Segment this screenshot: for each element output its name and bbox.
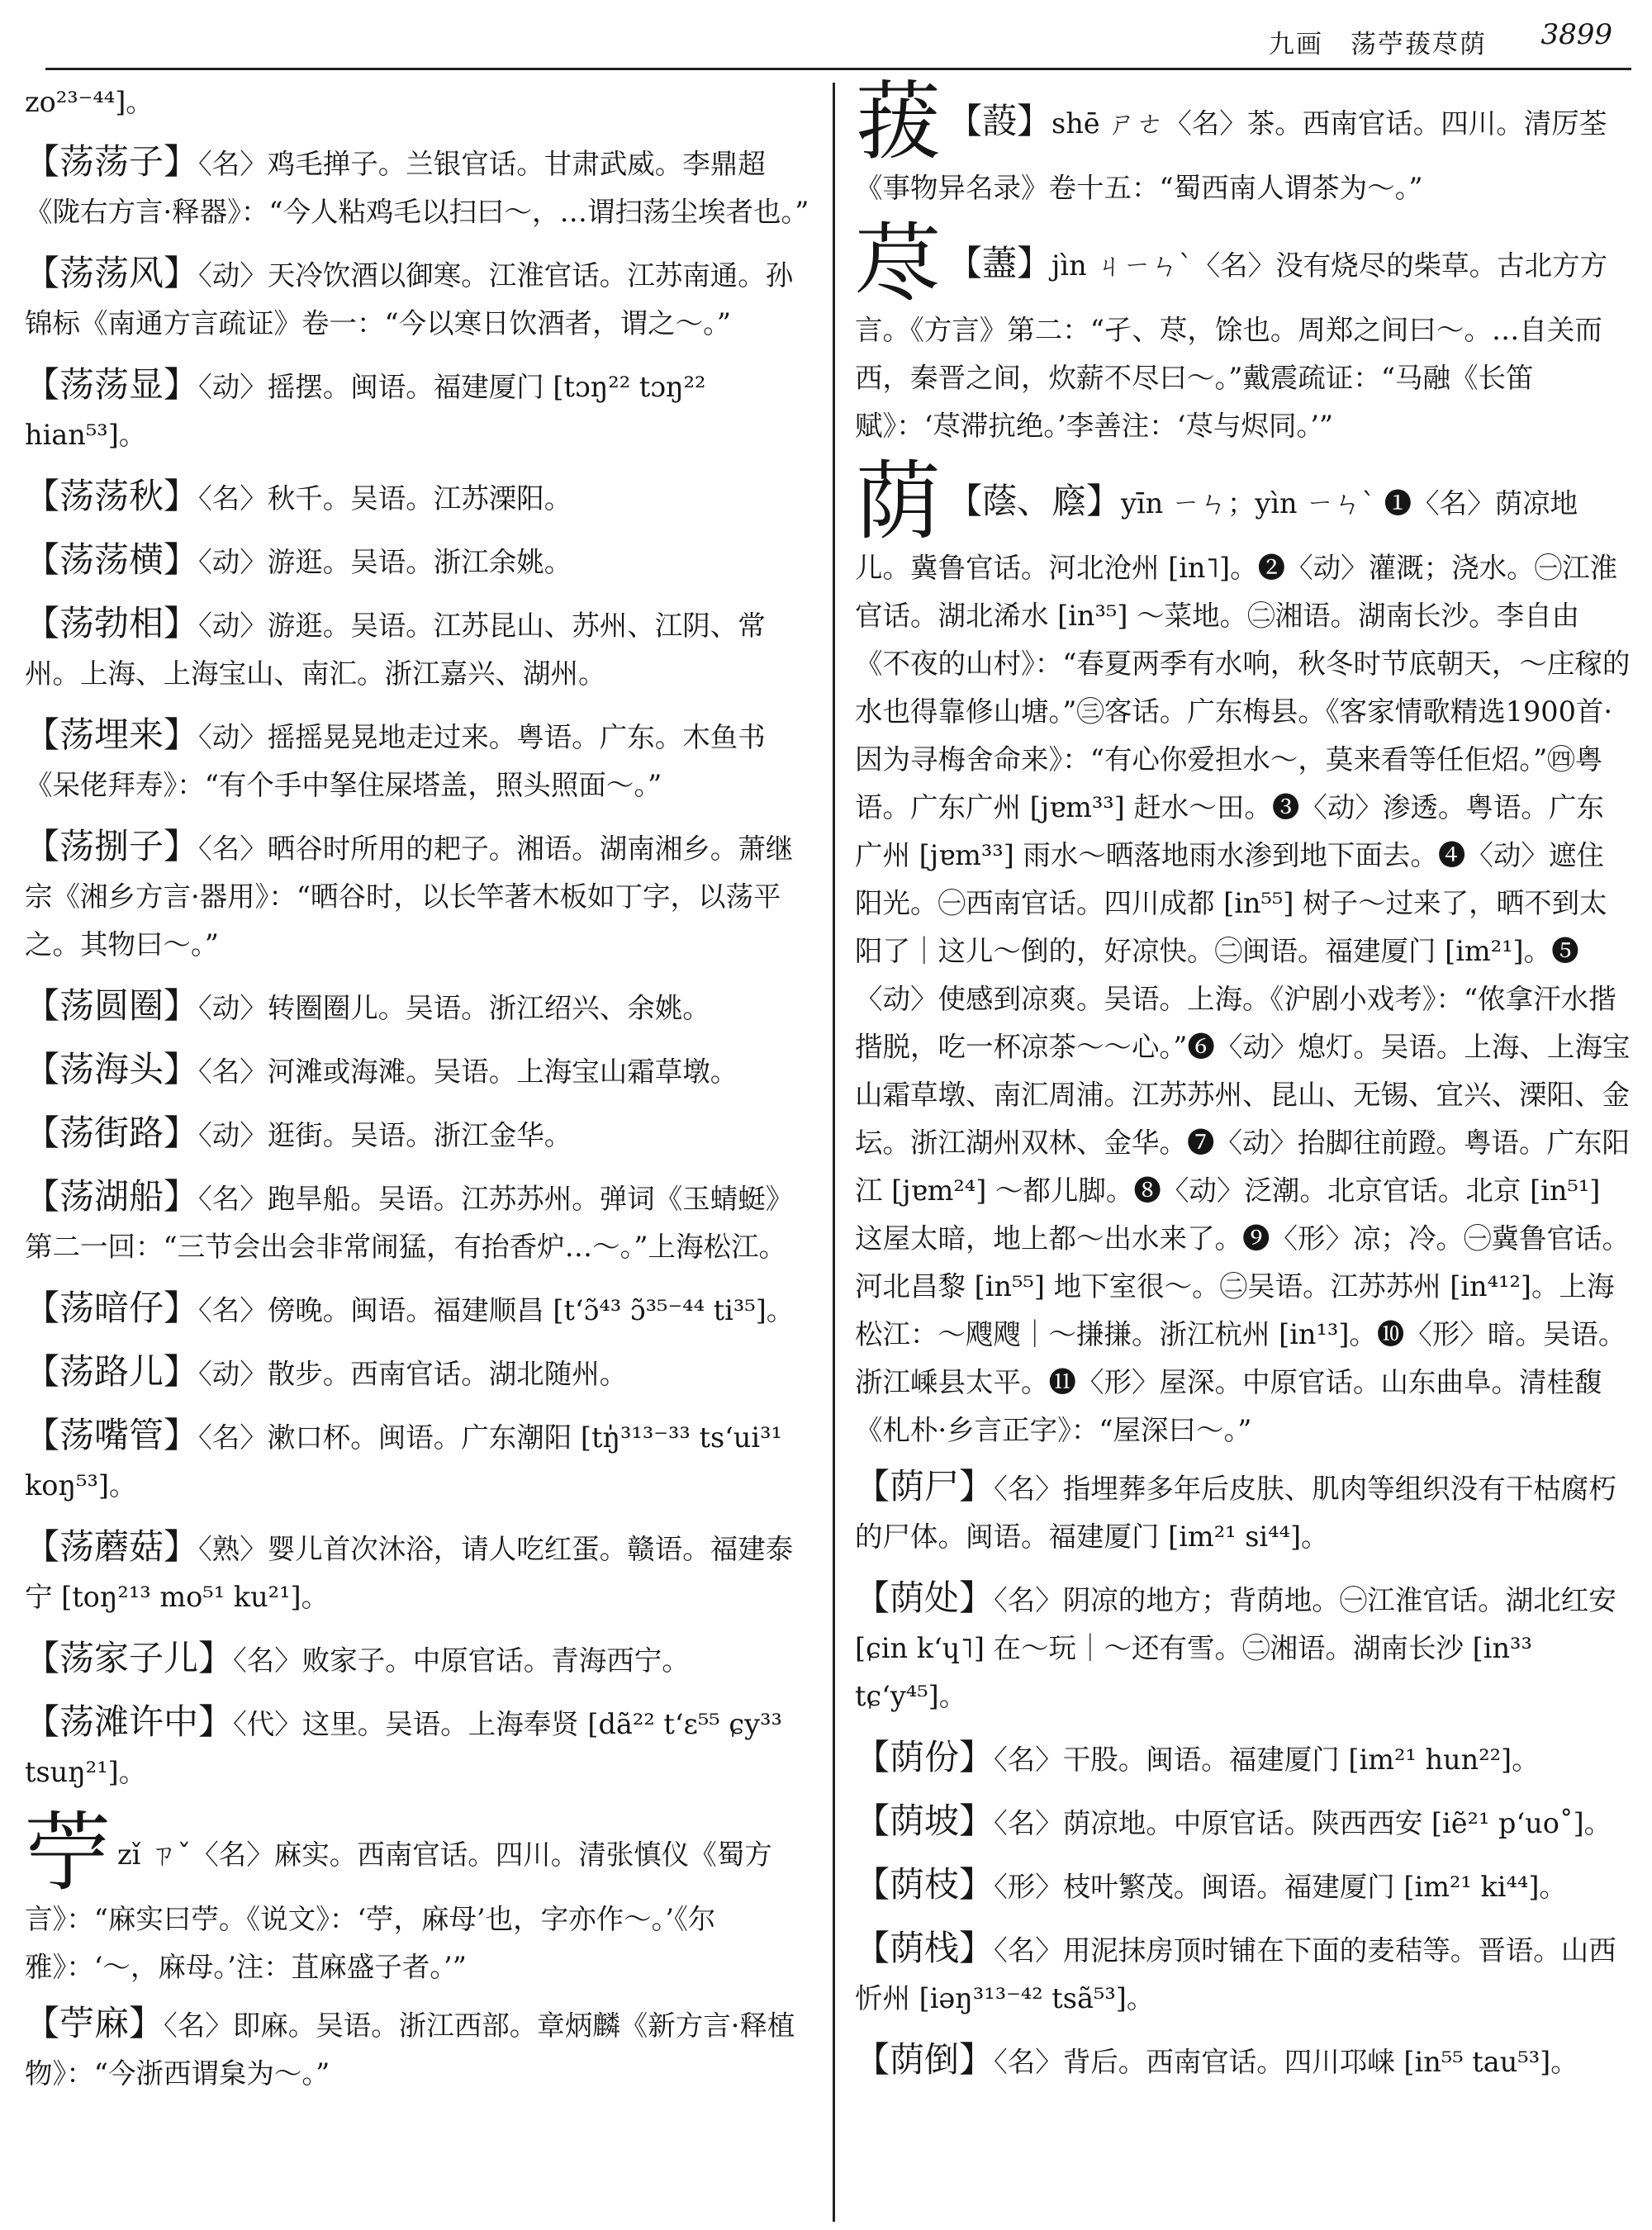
dictionary-entry [855, 1734, 1631, 1784]
entry-headword: 【荡圆圈】 [25, 985, 199, 1026]
entry-definition: 〈名〉晒谷时所用的耙子。湘语。湖南湘乡。萧继宗《湘乡方言·器用》：“晒谷时，以长竿著木板如丁字，以荡平之。其物曰～。” [25, 833, 794, 961]
entry-definition: 〈动〉转圈圈儿。吴语。浙江绍兴、余姚。 [198, 992, 710, 1024]
entry-definition: 〈名〉秋千。吴语。江苏溧阳。 [198, 482, 572, 515]
entry-headword: 【荡荡横】 [25, 539, 199, 580]
dictionary-entry [25, 1348, 814, 1398]
character-definition: shē ㄕㄜ〈名〉茶。西南官话。四川。清厉荃《事物异名录》卷十五：“蜀西南人谓茶为～。” [855, 107, 1607, 204]
entry-headword: 【荫处】 [855, 1578, 995, 1618]
entry-headword: 【荡街路】 [25, 1113, 199, 1153]
character-entry [855, 71, 1631, 212]
character-definition: zǐ ㄗˇ〈名〉麻实。西南官话。四川。清张慎仪《蜀方言》：“麻实曰苧。《说文》：‘苧，麻母’也，字亦作～。’《尔雅》：‘～，麻母。’注：苴麻盛子者。’” [25, 1839, 772, 1983]
traditional-form: 【藎】 [947, 243, 1052, 283]
head-character: 荫 [855, 451, 942, 552]
entry-definition: 〈动〉散步。西南官话。湖北随州。 [198, 1358, 628, 1390]
dictionary-entry [25, 1635, 814, 1685]
entry-definition: 〈名〉漱口杯。闽语。广东潮阳 [tŋ̍³¹³⁻³³ tsʻui³¹ koŋ⁵³]。 [25, 1421, 782, 1502]
entry-definition: 〈动〉摇摆。闽语。福建厦门 [tɔŋ²² tɔŋ²² hian⁵³]。 [25, 371, 706, 451]
dictionary-entry [855, 1924, 1631, 2023]
entry-definition: 〈动〉摇摇晃晃地走过来。粤语。广东。木鱼书《呆佬拜寿》：“有个手中拏住屎塔盖，照头照面～。” [25, 721, 766, 801]
dictionary-entry [25, 1046, 814, 1096]
dictionary-entry [25, 536, 814, 586]
entry-headword: 【荡埋来】 [25, 714, 199, 755]
header-rule [45, 68, 1631, 70]
traditional-form: 【蔭、廕】 [947, 481, 1122, 521]
head-character: 苧 [25, 1802, 112, 1903]
entry-definition: 〈名〉傍晚。闽语。福建顺昌 [tʻɔ̃⁴³ ɔ̃³⁵⁻⁴⁴ ti³⁵]。 [198, 1294, 795, 1326]
entry-definition: 〈动〉游逛。吴语。浙江余姚。 [198, 546, 572, 578]
character-definition: jìn ㄐㄧㄣˋ〈名〉没有烧尽的柴草。古北方方言。《方言》第二：“孑、荩，馀也。周郑之间曰～。…自关而西，秦晋之间，炊薪不尽曰～。”戴震疏证：“马融《长笛赋》：‘荩滞抗绝。’李善注：‘荩与烬同。’” [855, 249, 1608, 442]
entry-headword: 【荫坡】 [855, 1801, 995, 1841]
character-entry [855, 451, 1631, 1454]
entry-headword: 【荡滩许中】 [25, 1701, 234, 1742]
entry-definition: 〈名〉指埋葬多年后皮肤、肌肉等组织没有干枯腐朽的尸体。闽语。福建厦门 [im²¹ si⁴⁴]。 [855, 1473, 1616, 1553]
dictionary-entry [855, 1797, 1631, 1848]
entry-headword: 【荡家子儿】 [25, 1638, 234, 1678]
entry-headword: 【荡捌子】 [25, 826, 199, 866]
entry-definition: 〈名〉荫凉地。中原官话。陕西西安 [iẽ²¹ pʻuo˚]。 [994, 1807, 1612, 1839]
dictionary-entry [25, 249, 814, 348]
entry-definition: 〈名〉阴凉的地方；背荫地。㊀江淮官话。湖北红安 [ɕin kʻɥ˥] 在～玩｜～还有雪。㊁湘语。湖南长沙 [in³³ tɕʻy⁴⁵]。 [855, 1584, 1616, 1712]
entry-definition: 〈名〉干股。闽语。福建厦门 [im²¹ hun²²]。 [994, 1744, 1540, 1776]
dictionary-entry [25, 823, 814, 969]
character-entry [855, 213, 1631, 450]
entry-headword: 【荫份】 [855, 1737, 995, 1777]
dictionary-entry [25, 361, 814, 459]
left-column [25, 78, 814, 2111]
dictionary-entry [855, 2036, 1631, 2086]
entry-headword: 【荡暗仔】 [25, 1288, 199, 1328]
character-definition: yīn ㄧㄣ；yìn ㄧㄣˋ ❶〈名〉荫凉地儿。冀鲁官话。河北沧州 [in˥]。❷〈动〉灌溉；浇水。㊀江淮官话。湖北浠水 [in³⁵] ～菜地。㊁湘语。湖南长沙。李自由《不夜的山村》：“春夏两季有水响，秋冬时节底朝天，～庄稼的水也得靠修山塘。”㊂客话。广东梅县。《客家情歌精选1900首·因为寻梅舍命来》：“有心你爱担水～，莫来看等任佢炤。”㊃粤语。广东广州 [jɐm³³] 赶水～田。❸〈动〉渗透。粤语。广东广州 [jɐm³³] 雨水～晒落地雨水渗到地下面去。❹〈动〉遮住阳光。㊀西南官话。四川成都 [in⁵⁵] 树子～过来了，晒不到太阳了｜这儿～倒的，好凉快。㊁闽语。福建厦门 [im²¹]。❺〈动〉使感到凉爽。吴语。上海。《沪剧小戏考》：“侬拿汗水揩揩脱，吃一杯凉茶～～心。”❻〈动〉熄灯。吴语。上海、上海宝山霜草墩、南汇周浦。江苏苏州、昆山、无锡、宜兴、溧阳、金坛。浙江湖州双林、金华。❼〈动〉抬脚往前蹬。粤语。广东阳江 [jɐm²⁴] ～都儿脚。❽〈动〉泛潮。北京官话。北京 [in⁵¹] 这屋太暗，地上都～出水来了。❾〈形〉凉；冷。㊀冀鲁官话。河北昌黎 [in⁵⁵] 地下室很～。㊁吴语。江苏苏州 [in⁴¹²]。上海松江：～飕飕｜～搛搛。浙江杭州 [in¹³]。❿〈形〉暗。吴语。浙江嵊县太平。⓫〈形〉屋深。中原官话。山东曲阜。清桂馥《札朴·乡言正字》：“屋深曰～。” [855, 487, 1631, 1446]
entry-definition: 〈名〉背后。西南官话。四川邛崃 [in⁵⁵ tau⁵³]。 [994, 2046, 1578, 2078]
entry-headword: 【荡蘑菇】 [25, 1526, 199, 1567]
dictionary-entry [25, 1523, 814, 1621]
dictionary-entry [25, 1698, 814, 1796]
entry-headword: 【荫栈】 [855, 1928, 995, 1968]
entry-continuation: zo²³⁻⁴⁴]。 [25, 86, 154, 118]
character-entry [25, 1802, 814, 1991]
head-character: 菝 [855, 71, 942, 172]
entry-headword: 【荡荡子】 [25, 141, 199, 182]
head-character: 荩 [855, 213, 942, 314]
dictionary-entry [25, 600, 814, 698]
entry-definition: 〈名〉败家子。中原官话。青海西宁。 [233, 1644, 690, 1677]
entry-headword: 【荡勃相】 [25, 603, 199, 643]
entry-definition: 〈名〉用泥抹房顶时铺在下面的麦秸等。晋语。山西忻州 [iəŋ³¹³⁻⁴² tsã⁵³]。 [855, 1934, 1616, 2014]
entry-definition: 〈动〉天冷饮酒以御寒。江淮官话。江苏南通。孙锦标《南通方言疏证》卷一：“今以寒日饮酒者，谓之～。” [25, 259, 794, 339]
entry-headword: 【荡嘴管】 [25, 1415, 199, 1455]
entry-headword: 【荫尸】 [855, 1466, 995, 1506]
entry-headword: 【荫枝】 [855, 1864, 995, 1905]
entry-headword: 【荡荡风】 [25, 253, 199, 293]
dictionary-entry [855, 1463, 1631, 1561]
dictionary-entry [25, 472, 814, 523]
section-heading: 九画 荡苧菝荩荫 [1269, 30, 1487, 59]
entry-definition: 〈熟〉婴儿首次沐浴，请人吃红蛋。赣语。福建泰宁 [toŋ²¹³ mo⁵¹ ku²¹]。 [25, 1533, 794, 1613]
entry-definition: 〈名〉跑旱船。吴语。江苏苏州。弹词《玉蜻蜓》第二一回：“三节会出会非常闹猛，有抬香炉…～。”上海松江。 [25, 1183, 794, 1263]
column-divider [833, 83, 835, 2222]
dictionary-entry [855, 1861, 1631, 1911]
entry-headword: 【荡路儿】 [25, 1351, 199, 1392]
dictionary-entry [25, 2000, 814, 2098]
entry-headword: 【荡海头】 [25, 1049, 199, 1089]
entry-headword: 【苧麻】 [25, 2003, 164, 2043]
dictionary-entry [25, 138, 814, 236]
entry-definition: 〈动〉游逛。吴语。江苏昆山、苏州、江阴、常州。上海、上海宝山、南汇。浙江嘉兴、湖州。 [25, 610, 766, 690]
dictionary-entry [25, 1284, 814, 1335]
entry-definition: 〈名〉即麻。吴语。浙江西部。章炳麟《新方言·释植物》：“今浙西谓枲为～。” [25, 2009, 795, 2090]
entry-headword: 【荡湖船】 [25, 1176, 199, 1217]
dictionary-entry [25, 982, 814, 1032]
entry-definition: 〈动〉逛街。吴语。浙江金华。 [198, 1119, 572, 1151]
dictionary-entry [25, 1109, 814, 1160]
dictionary-entry [25, 711, 814, 809]
entry-definition: 〈名〉鸡毛掸子。兰银官话。甘肃武威。李鼎超《陇右方言·释器》：“今人粘鸡毛以扫曰～，…谓扫荡尘埃者也。” [25, 148, 809, 228]
dictionary-entry [25, 1412, 814, 1510]
dictionary-entry [855, 1574, 1631, 1720]
right-column [855, 71, 1631, 2100]
entry-definition: 〈形〉枝叶繁茂。闽语。福建厦门 [im²¹ ki⁴⁴]。 [994, 1871, 1567, 1903]
entry-definition: 〈代〉这里。吴语。上海奉贤 [dã²² tʻɛ⁵⁵ ɕy³³ tsuŋ²¹]。 [25, 1708, 782, 1788]
traditional-form: 【蔎】 [947, 101, 1052, 141]
page-number: 3899 [1540, 18, 1612, 51]
entry-headword: 【荫倒】 [855, 2039, 995, 2080]
entry-headword: 【荡荡显】 [25, 364, 199, 405]
entry-definition: 〈名〉河滩或海滩。吴语。上海宝山霜草墩。 [198, 1056, 738, 1088]
dictionary-entry [25, 1173, 814, 1271]
page-header [0, 0, 1652, 66]
entry-headword: 【荡荡秋】 [25, 476, 199, 516]
